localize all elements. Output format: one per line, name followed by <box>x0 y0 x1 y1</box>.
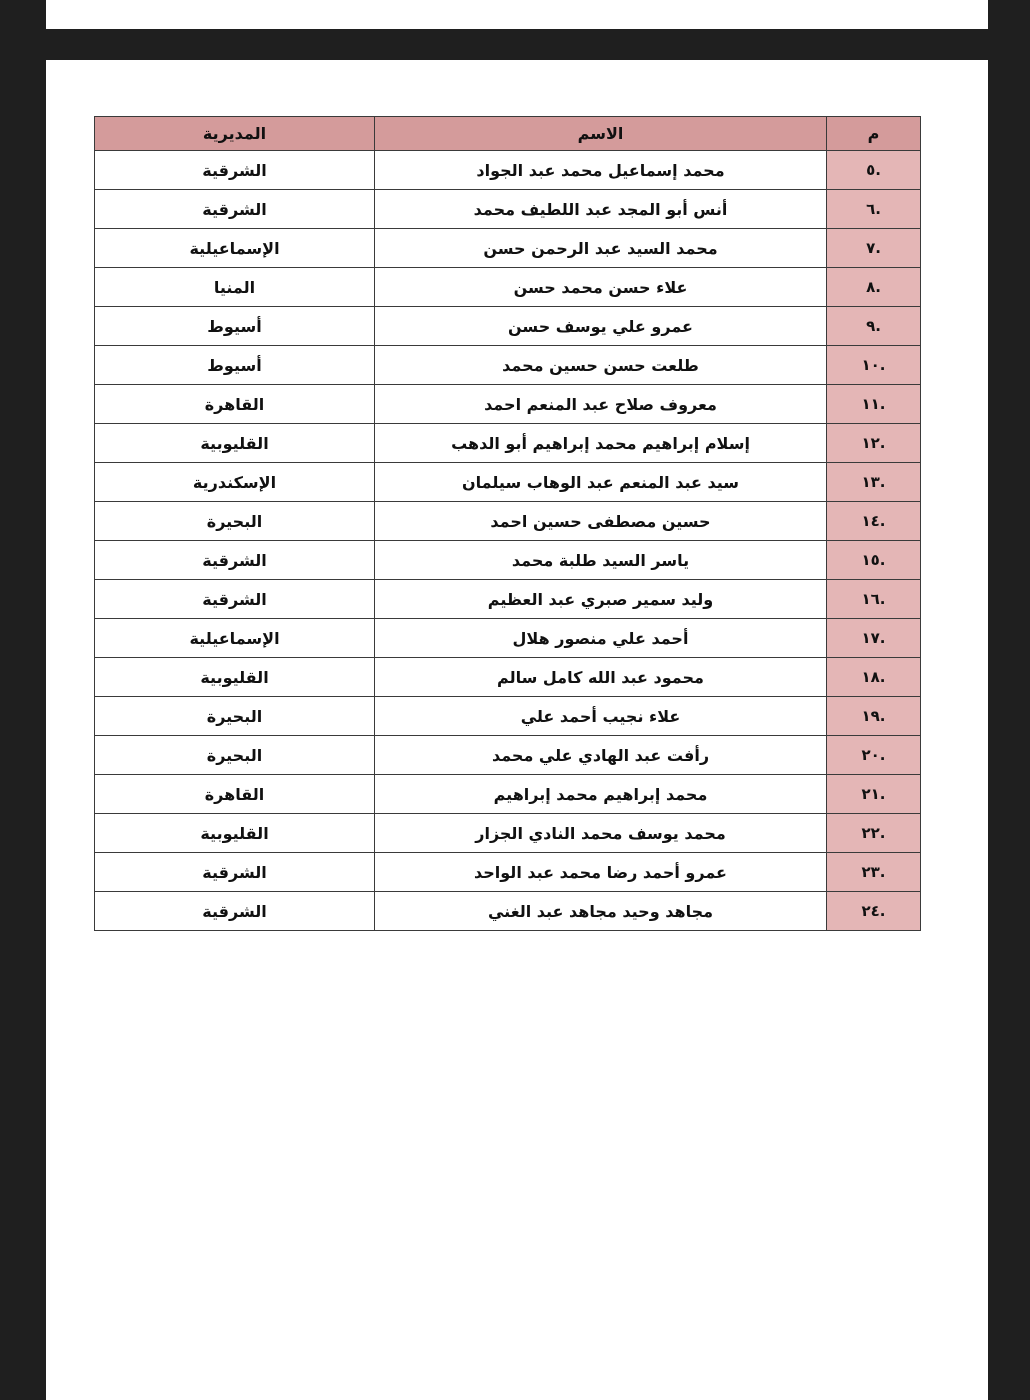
table-row <box>95 697 921 736</box>
table-row <box>95 541 921 580</box>
row-name: وليد سمير صبري عبد العظيم <box>375 580 827 619</box>
row-name: محمد السيد عبد الرحمن حسن <box>375 229 827 268</box>
row-directorate: الشرقية <box>95 541 375 580</box>
table-row <box>95 775 921 814</box>
row-name: رأفت عبد الهادي علي محمد <box>375 736 827 775</box>
row-directorate: المنيا <box>95 268 375 307</box>
row-name: أنس أبو المجد عبد اللطيف محمد <box>375 190 827 229</box>
row-name: محمد يوسف محمد النادي الجزار <box>375 814 827 853</box>
previous-page-bottom <box>46 0 988 29</box>
row-directorate: الشرقية <box>95 151 375 190</box>
table-row <box>95 892 921 931</box>
row-directorate: أسيوط <box>95 346 375 385</box>
row-name: محمد إسماعيل محمد عبد الجواد <box>375 151 827 190</box>
header-directorate: المديرية <box>95 117 375 151</box>
row-directorate: البحيرة <box>95 502 375 541</box>
row-directorate: الشرقية <box>95 580 375 619</box>
row-directorate: القليوبية <box>95 424 375 463</box>
row-name: ياسر السيد طلبة محمد <box>375 541 827 580</box>
row-index: .٦ <box>827 190 921 229</box>
row-index: .١٩ <box>827 697 921 736</box>
table-row <box>95 580 921 619</box>
row-index: .١٢ <box>827 424 921 463</box>
row-index: .٢٢ <box>827 814 921 853</box>
row-directorate: الإسكندرية <box>95 463 375 502</box>
table-header-row <box>95 117 921 151</box>
row-index: .٢٤ <box>827 892 921 931</box>
row-index: .١٤ <box>827 502 921 541</box>
row-name: إسلام إبراهيم محمد إبراهيم أبو الدهب <box>375 424 827 463</box>
row-directorate: أسيوط <box>95 307 375 346</box>
row-index: .٢٠ <box>827 736 921 775</box>
table-row <box>95 385 921 424</box>
roster-table <box>94 116 921 931</box>
table-row <box>95 658 921 697</box>
table-body <box>95 151 921 931</box>
table-row <box>95 619 921 658</box>
row-directorate: الإسماعيلية <box>95 229 375 268</box>
row-name: حسين مصطفى حسين احمد <box>375 502 827 541</box>
row-index: .٥ <box>827 151 921 190</box>
row-name: معروف صلاح عبد المنعم احمد <box>375 385 827 424</box>
row-name: علاء نجيب أحمد علي <box>375 697 827 736</box>
row-directorate: القاهرة <box>95 775 375 814</box>
header-name: الاسم <box>375 117 827 151</box>
row-index: .١١ <box>827 385 921 424</box>
row-directorate: القاهرة <box>95 385 375 424</box>
row-name: محمود عبد الله كامل سالم <box>375 658 827 697</box>
row-name: عمرو علي يوسف حسن <box>375 307 827 346</box>
table-row <box>95 229 921 268</box>
row-index: .١٨ <box>827 658 921 697</box>
row-index: .١٣ <box>827 463 921 502</box>
row-directorate: الشرقية <box>95 892 375 931</box>
row-index: .٧ <box>827 229 921 268</box>
row-directorate: البحيرة <box>95 736 375 775</box>
table-row <box>95 463 921 502</box>
table-row <box>95 736 921 775</box>
row-index: .٢٣ <box>827 853 921 892</box>
table-row <box>95 151 921 190</box>
row-name: مجاهد وحيد مجاهد عبد الغني <box>375 892 827 931</box>
row-directorate: القليوبية <box>95 814 375 853</box>
row-index: .١٠ <box>827 346 921 385</box>
row-index: .٨ <box>827 268 921 307</box>
table-row <box>95 307 921 346</box>
table-row <box>95 853 921 892</box>
table-row <box>95 346 921 385</box>
table-row <box>95 502 921 541</box>
row-index: .١٥ <box>827 541 921 580</box>
table-row <box>95 268 921 307</box>
row-directorate: القليوبية <box>95 658 375 697</box>
row-name: محمد إبراهيم محمد إبراهيم <box>375 775 827 814</box>
row-directorate: الإسماعيلية <box>95 619 375 658</box>
row-directorate: البحيرة <box>95 697 375 736</box>
header-index: م <box>827 117 921 151</box>
row-name: عمرو أحمد رضا محمد عبد الواحد <box>375 853 827 892</box>
document-page <box>46 60 988 1400</box>
row-index: .١٧ <box>827 619 921 658</box>
table-row <box>95 190 921 229</box>
row-name: أحمد علي منصور هلال <box>375 619 827 658</box>
table-row <box>95 814 921 853</box>
row-index: .٢١ <box>827 775 921 814</box>
row-directorate: الشرقية <box>95 853 375 892</box>
row-index: .٩ <box>827 307 921 346</box>
table-row <box>95 424 921 463</box>
row-name: علاء حسن محمد حسن <box>375 268 827 307</box>
row-index: .١٦ <box>827 580 921 619</box>
row-name: طلعت حسن حسين محمد <box>375 346 827 385</box>
row-directorate: الشرقية <box>95 190 375 229</box>
row-name: سيد عبد المنعم عبد الوهاب سيلمان <box>375 463 827 502</box>
